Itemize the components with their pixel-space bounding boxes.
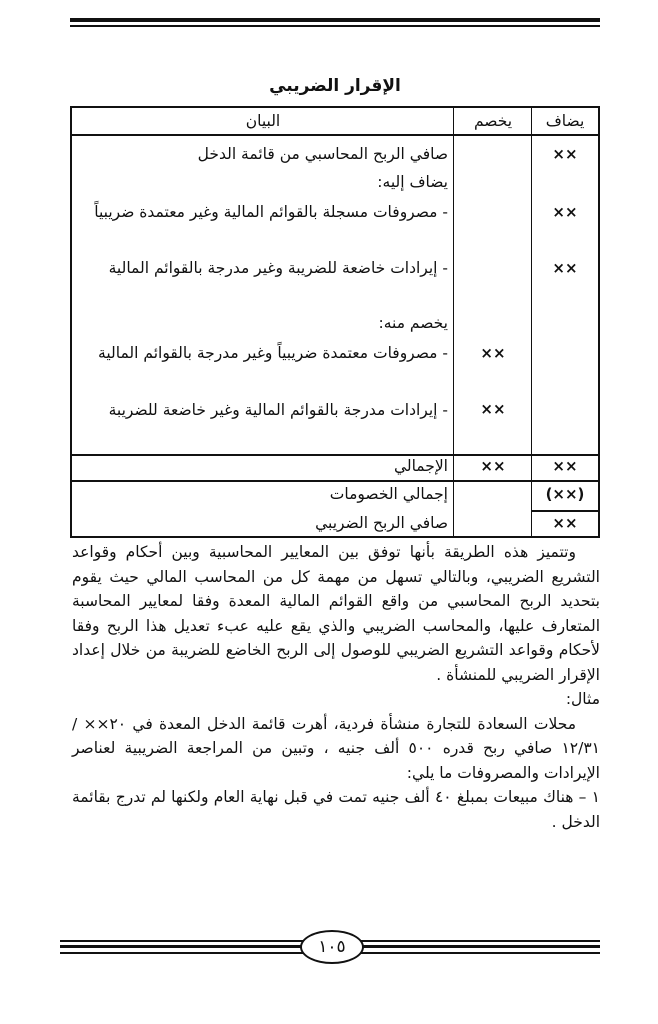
paragraph-method: وتتميز هذه الطريقة بأنها توفق بين المعايير المحاسبية وبين أحكام وقواعد التشريع الضريبي، وبالتالي تسهل من مهمة كل من المحاسب المالي حيث يقوم بتحديد الربح المحاسبي من واقع القوائم المالية المعدة وفقا لمعايير المحاسبة المتعارف عليها، والمحاسب الضريبي والذي يقع عليه عبء تعديل هذا الربح وفقا لأحكام وقواعد التشريع الضريبي للوصول إلى الربح الخاضع للضريبة من خلال إعداد الإقرار الضريبي للمنشأة . [72,543,600,684]
row-approved-expenses: - مصروفات معتمدة ضريبياً وغير مدرجة بالقوائم المالية [98,344,448,362]
header-description: البيان [245,112,281,130]
list-item-1: ١ – هناك مبيعات بمبلغ ٤٠ ألف جنيه تمت في قبل نهاية العام ولكنها لم تدرج بقائمة الدخل . [72,788,600,831]
row-unapproved-expenses: - مصروفات مسجلة بالقوائم المالية وغير معتمدة ضريبياً [94,203,448,221]
paragraph-example: محلات السعادة للتجارة منشأة فردية، أهرت قائمة الدخل المعدة في ٢٠×× /١٢/٣١ صافي ربح قدره ٥٠٠ ألف جنيه ، وتبين من المراجعة الضريبية لعناصر الإيرادات والمصروفات ما يلي: [72,714,600,782]
row-accounting-profit: صافي الربح المحاسبي من قائمة الدخل [197,145,448,163]
page-number: ١٠٥ [318,937,346,957]
row-total-add: ×× [552,457,578,475]
body-text [72,540,600,834]
tax-return-table [70,106,600,538]
row-exempt-revenues: - إيرادات مدرجة بالقوائم المالية وغير خاضعة للضريبة [108,401,448,419]
header-add: يضاف [545,112,585,130]
header-rule-thin [70,25,600,27]
row-exempt-revenues-deduct: ×× [480,400,506,418]
row-total-deduct: ×× [480,457,506,475]
row-taxable-revenues: - إيرادات خاضعة للضريبة وغير مدرجة بالقوائم المالية [108,259,448,277]
row-deduct-label: يخصم منه: [378,314,448,332]
example-label: مثال: [565,690,600,708]
page-title: الإقرار الضريبي [269,76,401,96]
row-add-label: يضاف إليه: [377,173,448,191]
row-total-deductions-add: (××) [545,485,585,503]
row-net-taxable-profit: صافي الربح الضريبي [315,514,448,532]
row-accounting-profit-add: ×× [552,145,578,163]
row-total-deductions: إجمالي الخصومات [329,485,448,503]
row-total: الإجمالي [393,457,448,475]
row-approved-expenses-deduct: ×× [480,344,506,362]
page-number-badge [300,930,364,964]
header-rule-thick [70,18,600,22]
row-taxable-revenues-add: ×× [552,259,578,277]
row-unapproved-expenses-add: ×× [552,203,578,221]
row-net-taxable-profit-add: ×× [552,514,578,532]
header-deduct: يخصم [473,112,513,130]
